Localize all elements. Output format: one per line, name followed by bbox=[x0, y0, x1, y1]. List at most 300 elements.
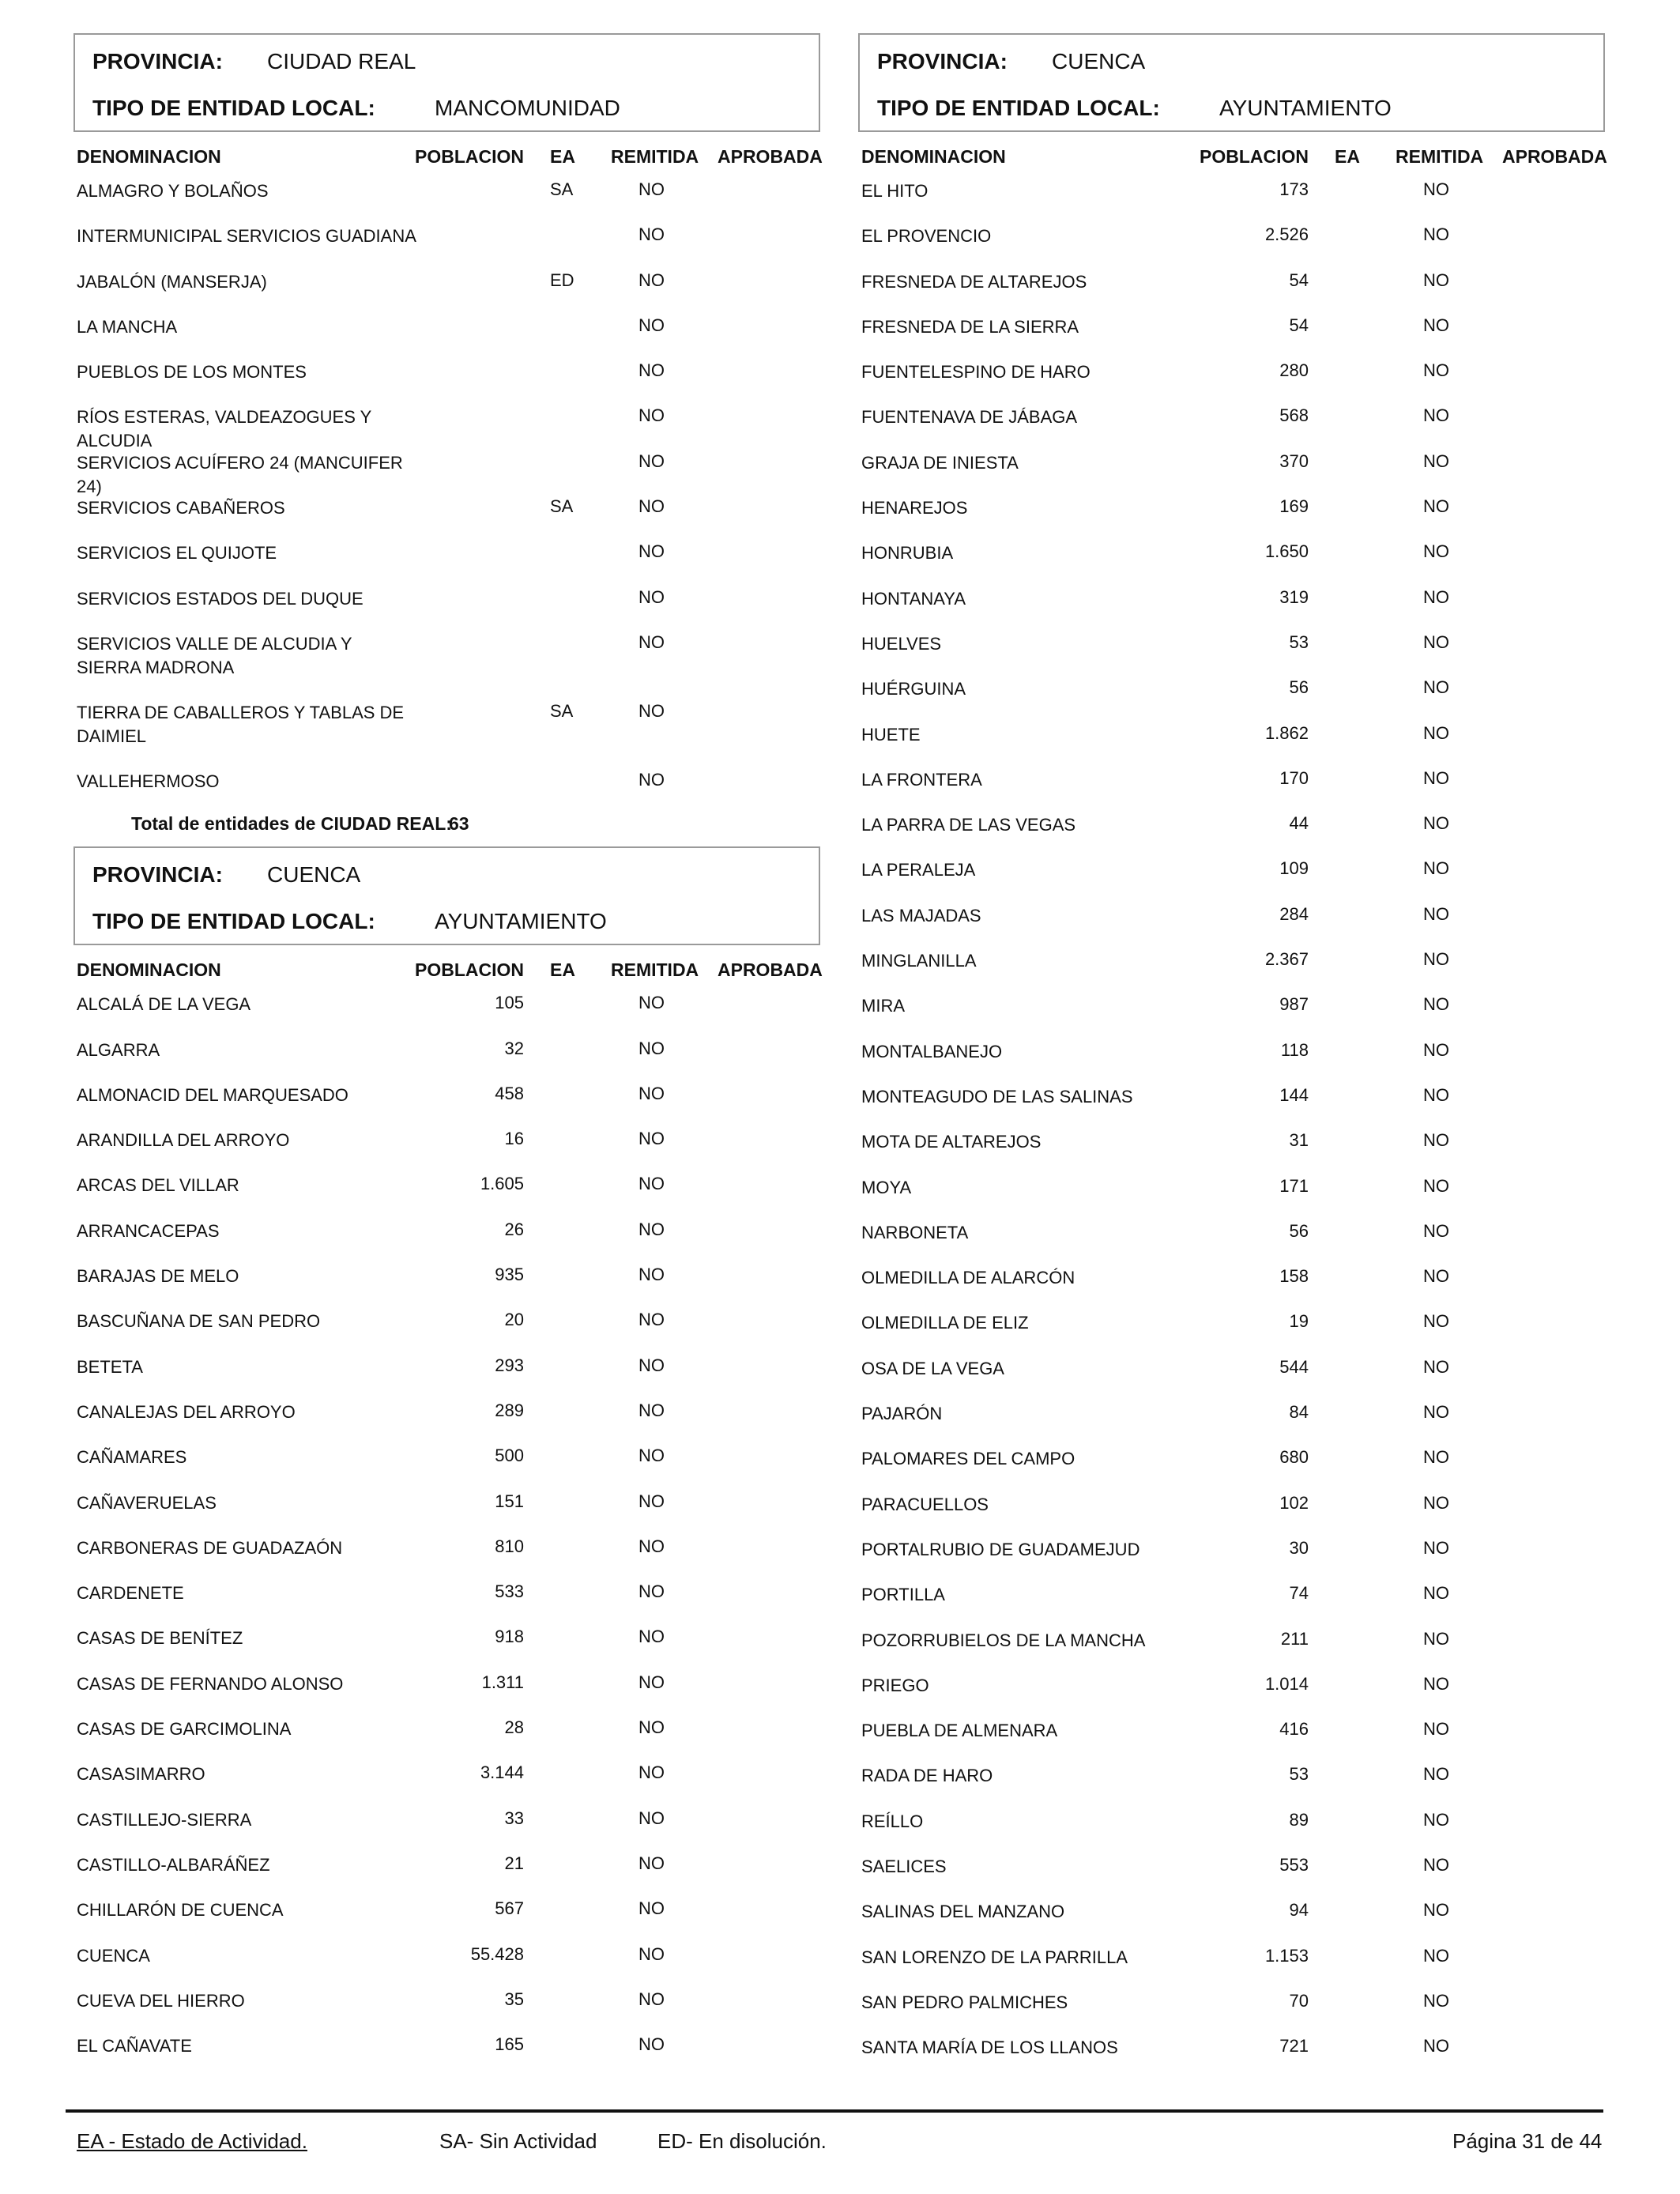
denominacion-cell: CUENCA bbox=[77, 1945, 150, 1966]
remitida-cell: NO bbox=[638, 179, 665, 199]
provincia-value: CUENCA bbox=[267, 862, 361, 888]
remitida-cell: NO bbox=[1423, 631, 1449, 652]
remitida-cell: NO bbox=[638, 1446, 665, 1466]
remitida-cell: NO bbox=[1423, 1311, 1449, 1332]
table-row bbox=[73, 533, 820, 579]
remitida-cell: NO bbox=[638, 450, 665, 471]
table-row bbox=[858, 1168, 1605, 1213]
table-row bbox=[73, 1438, 820, 1483]
poblacion-cell: 280 bbox=[1279, 360, 1309, 381]
remitida-cell: NO bbox=[1423, 541, 1449, 562]
sa-legend: SA- Sin Actividad bbox=[439, 2129, 597, 2153]
poblacion-cell: 1.014 bbox=[1264, 1673, 1309, 1694]
right-column bbox=[858, 33, 1605, 2073]
remitida-cell: NO bbox=[1423, 1854, 1449, 1875]
remitida-cell: NO bbox=[638, 1943, 665, 1964]
denominacion-cell: OLMEDILLA DE ELIZ bbox=[861, 1313, 1029, 1333]
poblacion-cell: 458 bbox=[495, 1083, 524, 1103]
tipo-entidad-value: MANCOMUNIDAD bbox=[435, 96, 620, 120]
poblacion-cell: 74 bbox=[1289, 1583, 1309, 1604]
remitida-cell: NO bbox=[638, 1808, 665, 1828]
remitida-cell: NO bbox=[638, 1672, 665, 1692]
header-aprobada: APROBADA bbox=[718, 146, 823, 167]
remitida-cell: NO bbox=[638, 1083, 665, 1103]
tipo-entidad-label: TIPO DE ENTIDAD LOCAL: bbox=[92, 96, 375, 120]
table-row bbox=[858, 1394, 1605, 1439]
denominacion-cell: SAN LORENZO DE LA PARRILLA bbox=[861, 1947, 1128, 1967]
provincia-value: CUENCA bbox=[1052, 49, 1146, 74]
table-row bbox=[73, 1166, 820, 1211]
poblacion-cell: 84 bbox=[1289, 1402, 1309, 1423]
remitida-cell: NO bbox=[638, 541, 665, 562]
header-ea: EA bbox=[550, 146, 575, 167]
denominacion-cell: CASTILLEJO-SIERRA bbox=[77, 1809, 252, 1830]
poblacion-cell: 1.153 bbox=[1264, 1945, 1309, 1966]
poblacion-cell: 544 bbox=[1279, 1356, 1309, 1377]
remitida-cell: NO bbox=[638, 1038, 665, 1058]
denominacion-cell: OLMEDILLA DE ALARCÓN bbox=[861, 1268, 1075, 1288]
header-denominacion: DENOMINACION bbox=[77, 146, 221, 167]
denominacion-cell: SERVICIOS EL QUIJOTE bbox=[77, 543, 277, 564]
header-poblacion: POBLACION bbox=[415, 146, 524, 167]
tipo-entidad-label: TIPO DE ENTIDAD LOCAL: bbox=[92, 909, 375, 934]
denominacion-cell: HUÉRGUINA bbox=[861, 679, 966, 699]
page-number: Página 31 de 44 bbox=[1452, 2129, 1603, 2153]
poblacion-cell: 33 bbox=[504, 1808, 524, 1828]
poblacion-cell: 810 bbox=[495, 1536, 524, 1556]
table-row bbox=[858, 1711, 1605, 1756]
poblacion-cell: 1.311 bbox=[481, 1672, 524, 1692]
denominacion-cell: MOTA DE ALTAREJOS bbox=[861, 1132, 1042, 1152]
table-row bbox=[858, 262, 1605, 307]
table-row bbox=[858, 2028, 1605, 2073]
poblacion-cell: 211 bbox=[1280, 1628, 1309, 1649]
denominacion-cell: PUEBLOS DE LOS MONTES bbox=[77, 362, 307, 383]
table-row bbox=[73, 1121, 820, 1166]
denominacion-cell: MINGLANILLA bbox=[861, 951, 977, 971]
remitida-cell: NO bbox=[1423, 1900, 1449, 1921]
remitida-cell: NO bbox=[638, 1310, 665, 1330]
remitida-cell: NO bbox=[638, 1581, 665, 1602]
denominacion-cell: BASCUÑANA DE SAN PEDRO bbox=[77, 1311, 321, 1332]
remitida-cell: NO bbox=[1423, 722, 1449, 743]
table-row bbox=[73, 1800, 820, 1845]
table-row bbox=[73, 762, 820, 807]
poblacion-cell: 54 bbox=[1289, 315, 1309, 335]
denominacion-cell: SANTA MARÍA DE LOS LLANOS bbox=[861, 2038, 1118, 2058]
denominacion-cell: FUENTENAVA DE JÁBAGA bbox=[861, 407, 1078, 428]
remitida-cell: NO bbox=[1423, 1492, 1449, 1513]
poblacion-cell: 26 bbox=[504, 1219, 524, 1239]
denominacion-cell: CASASIMARRO bbox=[77, 1764, 205, 1785]
denominacion-cell: NARBONETA bbox=[861, 1222, 969, 1242]
poblacion-cell: 44 bbox=[1289, 813, 1309, 834]
table-row bbox=[858, 1983, 1605, 2028]
remitida-cell: NO bbox=[1423, 270, 1449, 290]
header-ea: EA bbox=[550, 959, 575, 981]
denominacion-cell: ARRANCACEPAS bbox=[77, 1220, 220, 1241]
table-row bbox=[73, 985, 820, 1030]
table-row bbox=[73, 1031, 820, 1076]
tipo-entidad-value: AYUNTAMIENTO bbox=[1219, 96, 1392, 120]
poblacion-cell: 56 bbox=[1289, 1220, 1309, 1241]
poblacion-cell: 918 bbox=[495, 1627, 524, 1647]
remitida-cell: NO bbox=[638, 405, 665, 426]
table-row bbox=[73, 1212, 820, 1257]
table-row bbox=[858, 1077, 1605, 1122]
poblacion-cell: 987 bbox=[1279, 994, 1309, 1015]
table-row bbox=[73, 172, 820, 217]
table-row bbox=[858, 896, 1605, 941]
poblacion-cell: 21 bbox=[504, 1853, 524, 1873]
provincia-label: PROVINCIA: bbox=[92, 49, 223, 74]
denominacion-cell: PORTALRUBIO DE GUADAMEJUD bbox=[861, 1539, 1140, 1559]
denominacion-cell: HENAREJOS bbox=[861, 498, 968, 518]
poblacion-cell: 32 bbox=[504, 1038, 524, 1058]
poblacion-cell: 171 bbox=[1279, 1175, 1309, 1196]
remitida-cell: NO bbox=[1423, 224, 1449, 245]
table-row bbox=[73, 1529, 820, 1574]
table-row bbox=[73, 398, 820, 451]
denominacion-cell: MONTALBANEJO bbox=[861, 1041, 1003, 1061]
table-row bbox=[73, 1755, 820, 1800]
table-row bbox=[73, 1348, 820, 1393]
table-row bbox=[858, 1666, 1605, 1711]
table-row bbox=[858, 352, 1605, 398]
header-aprobada: APROBADA bbox=[1502, 146, 1607, 167]
table-header bbox=[73, 953, 823, 985]
table-row bbox=[73, 1393, 820, 1438]
provincia-label: PROVINCIA: bbox=[92, 862, 223, 888]
poblacion-cell: 3.144 bbox=[480, 1762, 524, 1783]
remitida-cell: NO bbox=[1423, 315, 1449, 335]
denominacion-cell: CANALEJAS DEL ARROYO bbox=[77, 1401, 296, 1422]
denominacion-cell: TIERRA DE CABALLEROS Y TABLAS DE DAIMIEL bbox=[77, 702, 405, 746]
denominacion-cell: POZORRUBIELOS DE LA MANCHA bbox=[861, 1630, 1146, 1650]
ea-cell: ED bbox=[550, 270, 574, 290]
remitida-cell: NO bbox=[638, 1627, 665, 1647]
denominacion-cell: CAÑAMARES bbox=[77, 1447, 187, 1468]
poblacion-cell: 1.605 bbox=[480, 1174, 524, 1194]
table-row bbox=[858, 1621, 1605, 1666]
province-header-box bbox=[858, 33, 1605, 132]
denominacion-cell: SERVICIOS CABAÑEROS bbox=[77, 498, 285, 518]
poblacion-cell: 319 bbox=[1279, 586, 1309, 607]
table-header bbox=[73, 140, 823, 172]
denominacion-cell: OSA DE LA VEGA bbox=[861, 1358, 1004, 1378]
table-row bbox=[858, 669, 1605, 714]
table-row bbox=[73, 488, 820, 533]
remitida-cell: NO bbox=[638, 1265, 665, 1285]
table-row bbox=[858, 533, 1605, 579]
tipo-entidad-label: TIPO DE ENTIDAD LOCAL: bbox=[877, 96, 1160, 120]
denominacion-cell: HONTANAYA bbox=[861, 588, 966, 609]
denominacion-cell: ARANDILLA DEL ARROYO bbox=[77, 1130, 290, 1151]
table-row bbox=[73, 1710, 820, 1755]
entity-table bbox=[73, 985, 820, 2071]
denominacion-cell: MOYA bbox=[861, 1177, 912, 1197]
ea-cell: SA bbox=[550, 700, 574, 721]
table-row bbox=[858, 1439, 1605, 1484]
remitida-cell: NO bbox=[1423, 1719, 1449, 1740]
ea-cell: SA bbox=[550, 179, 574, 199]
denominacion-cell: PALOMARES DEL CAMPO bbox=[861, 1449, 1075, 1469]
remitida-cell: NO bbox=[1423, 2036, 1449, 2056]
total-value: 63 bbox=[449, 813, 469, 835]
denominacion-cell: CAÑAVERUELAS bbox=[77, 1492, 217, 1513]
denominacion-cell: MIRA bbox=[861, 996, 905, 1016]
poblacion-cell: 20 bbox=[504, 1310, 524, 1330]
denominacion-cell: JABALÓN (MANSERJA) bbox=[77, 271, 267, 292]
denominacion-cell: ARCAS DEL VILLAR bbox=[77, 1175, 239, 1196]
poblacion-cell: 169 bbox=[1279, 496, 1309, 517]
poblacion-cell: 89 bbox=[1289, 1809, 1309, 1830]
table-row bbox=[73, 1664, 820, 1710]
denominacion-cell: GRAJA DE INIESTA bbox=[861, 452, 1019, 473]
remitida-cell: NO bbox=[1423, 994, 1449, 1015]
denominacion-cell: HUELVES bbox=[861, 633, 942, 654]
denominacion-cell: MONTEAGUDO DE LAS SALINAS bbox=[861, 1086, 1133, 1106]
poblacion-cell: 19 bbox=[1289, 1311, 1309, 1332]
table-row bbox=[858, 1530, 1605, 1575]
table-row bbox=[858, 488, 1605, 533]
denominacion-cell: PRIEGO bbox=[861, 1675, 929, 1695]
denominacion-cell: RÍOS ESTERAS, VALDEAZOGUES Y ALCUDIA bbox=[77, 407, 371, 451]
table-row bbox=[73, 443, 820, 496]
table-row bbox=[73, 1619, 820, 1664]
poblacion-cell: 158 bbox=[1279, 1266, 1309, 1287]
remitida-cell: NO bbox=[638, 1989, 665, 2009]
remitida-cell: NO bbox=[1423, 1628, 1449, 1649]
entity-table bbox=[858, 172, 1605, 2073]
remitida-cell: NO bbox=[1423, 586, 1449, 607]
table-row bbox=[858, 307, 1605, 352]
remitida-cell: NO bbox=[1423, 858, 1449, 879]
denominacion-cell: CHILLARÓN DE CUENCA bbox=[77, 1900, 284, 1921]
remitida-cell: NO bbox=[1423, 1220, 1449, 1241]
remitida-cell: NO bbox=[1423, 496, 1449, 517]
table-row bbox=[858, 760, 1605, 805]
denominacion-cell: SERVICIOS VALLE DE ALCUDIA Y SIERRA MADRONA bbox=[77, 633, 352, 677]
table-row bbox=[858, 398, 1605, 443]
poblacion-cell: 680 bbox=[1279, 1447, 1309, 1468]
table-row bbox=[73, 307, 820, 352]
denominacion-cell: SERVICIOS ACUÍFERO 24 (MANCUIFER 24) bbox=[77, 452, 403, 496]
table-row bbox=[73, 1257, 820, 1302]
remitida-cell: NO bbox=[1423, 1175, 1449, 1196]
poblacion-cell: 53 bbox=[1289, 631, 1309, 652]
table-row bbox=[858, 624, 1605, 669]
table-row bbox=[73, 2026, 820, 2071]
poblacion-cell: 721 bbox=[1279, 2036, 1309, 2056]
poblacion-cell: 118 bbox=[1280, 1039, 1309, 1060]
denominacion-cell: LAS MAJADAS bbox=[861, 905, 981, 925]
table-row bbox=[858, 1575, 1605, 1620]
table-row bbox=[858, 1938, 1605, 1983]
poblacion-cell: 416 bbox=[1279, 1719, 1309, 1740]
poblacion-cell: 173 bbox=[1279, 179, 1309, 199]
province-header-box bbox=[73, 846, 820, 945]
poblacion-cell: 370 bbox=[1279, 450, 1309, 471]
table-row bbox=[858, 941, 1605, 986]
poblacion-cell: 165 bbox=[495, 2034, 524, 2055]
denominacion-cell: FRESNEDA DE LA SIERRA bbox=[861, 316, 1079, 337]
poblacion-cell: 1.650 bbox=[1264, 541, 1309, 562]
entity-table bbox=[73, 172, 820, 807]
remitida-cell: NO bbox=[638, 315, 665, 335]
provincia-label: PROVINCIA: bbox=[877, 49, 1008, 74]
table-row bbox=[858, 579, 1605, 624]
remitida-cell: NO bbox=[1423, 1537, 1449, 1558]
denominacion-cell: RADA DE HARO bbox=[861, 1766, 993, 1786]
poblacion-cell: 31 bbox=[1289, 1130, 1309, 1151]
denominacion-cell: ALGARRA bbox=[77, 1039, 160, 1060]
table-row bbox=[73, 624, 820, 693]
denominacion-cell: CASAS DE BENÍTEZ bbox=[77, 1628, 243, 1649]
poblacion-cell: 55.428 bbox=[470, 1943, 524, 1964]
remitida-cell: NO bbox=[638, 993, 665, 1013]
ea-legend: EA - Estado de Actividad. bbox=[77, 2129, 307, 2153]
remitida-cell: NO bbox=[638, 496, 665, 517]
poblacion-cell: 35 bbox=[504, 1989, 524, 2009]
denominacion-cell: FRESNEDA DE ALTAREJOS bbox=[861, 271, 1087, 292]
remitida-cell: NO bbox=[1423, 1764, 1449, 1785]
remitida-cell: NO bbox=[1423, 450, 1449, 471]
remitida-cell: NO bbox=[638, 1717, 665, 1738]
remitida-cell: NO bbox=[1423, 903, 1449, 924]
denominacion-cell: SALINAS DEL MANZANO bbox=[861, 1902, 1065, 1922]
poblacion-cell: 553 bbox=[1279, 1854, 1309, 1875]
poblacion-cell: 151 bbox=[495, 1491, 524, 1511]
table-row bbox=[858, 850, 1605, 895]
poblacion-cell: 284 bbox=[1279, 903, 1309, 924]
poblacion-cell: 935 bbox=[495, 1265, 524, 1285]
remitida-cell: NO bbox=[638, 270, 665, 290]
denominacion-cell: EL HITO bbox=[861, 181, 929, 201]
table-header bbox=[858, 140, 1605, 172]
remitida-cell: NO bbox=[638, 1174, 665, 1194]
remitida-cell: NO bbox=[1423, 179, 1449, 199]
denominacion-cell: HONRUBIA bbox=[861, 543, 954, 564]
table-row bbox=[858, 443, 1605, 488]
poblacion-cell: 289 bbox=[495, 1400, 524, 1420]
poblacion-cell: 568 bbox=[1279, 405, 1309, 426]
denominacion-cell: CASTILLO-ALBARÁÑEZ bbox=[77, 1854, 270, 1875]
denominacion-cell: LA PARRA DE LAS VEGAS bbox=[861, 815, 1076, 835]
header-poblacion: POBLACION bbox=[415, 959, 524, 981]
table-row bbox=[858, 217, 1605, 262]
poblacion-cell: 70 bbox=[1289, 1990, 1309, 2011]
remitida-cell: NO bbox=[638, 631, 665, 652]
table-row bbox=[858, 1485, 1605, 1530]
remitida-cell: NO bbox=[1423, 1130, 1449, 1151]
remitida-cell: NO bbox=[1423, 1039, 1449, 1060]
table-row bbox=[858, 1258, 1605, 1303]
table-row bbox=[73, 217, 820, 262]
table-row bbox=[73, 1936, 820, 1981]
poblacion-cell: 144 bbox=[1279, 1084, 1309, 1105]
province-header-box bbox=[73, 33, 820, 132]
denominacion-cell: SAELICES bbox=[861, 1856, 947, 1876]
remitida-cell: NO bbox=[1423, 677, 1449, 698]
denominacion-cell: LA PERALEJA bbox=[861, 860, 976, 880]
denominacion-cell: CARBONERAS DE GUADAZAÓN bbox=[77, 1537, 343, 1558]
denominacion-cell: EL CAÑAVATE bbox=[77, 2036, 192, 2056]
remitida-cell: NO bbox=[638, 1400, 665, 1420]
denominacion-cell: CARDENETE bbox=[77, 1583, 184, 1604]
denominacion-cell: CUEVA DEL HIERRO bbox=[77, 1990, 245, 2011]
remitida-cell: NO bbox=[1423, 1809, 1449, 1830]
remitida-cell: NO bbox=[638, 700, 665, 721]
remitida-cell: NO bbox=[638, 769, 665, 790]
header-aprobada: APROBADA bbox=[718, 959, 823, 981]
poblacion-cell: 53 bbox=[1289, 1764, 1309, 1785]
total-label: Total de entidades de CIUDAD REAL: bbox=[131, 813, 452, 835]
poblacion-cell: 16 bbox=[504, 1129, 524, 1149]
remitida-cell: NO bbox=[1423, 1084, 1449, 1105]
poblacion-cell: 28 bbox=[504, 1717, 524, 1738]
poblacion-cell: 500 bbox=[495, 1446, 524, 1466]
poblacion-cell: 293 bbox=[495, 1355, 524, 1375]
left-column bbox=[73, 33, 823, 2071]
table-row bbox=[73, 352, 820, 398]
tipo-entidad-value: AYUNTAMIENTO bbox=[435, 909, 607, 934]
remitida-cell: NO bbox=[638, 1219, 665, 1239]
remitida-cell: NO bbox=[1423, 1402, 1449, 1423]
table-row bbox=[73, 262, 820, 307]
denominacion-cell: REÍLLO bbox=[861, 1811, 924, 1831]
header-poblacion: POBLACION bbox=[1200, 146, 1309, 167]
denominacion-cell: LA FRONTERA bbox=[861, 769, 982, 790]
provincia-value: CIUDAD REAL bbox=[267, 49, 416, 74]
header-remitida: REMITIDA bbox=[1396, 146, 1484, 167]
denominacion-cell: ALCALÁ DE LA VEGA bbox=[77, 994, 251, 1015]
remitida-cell: NO bbox=[1423, 1447, 1449, 1468]
poblacion-cell: 533 bbox=[495, 1581, 524, 1602]
denominacion-cell: PAJARÓN bbox=[861, 1404, 943, 1424]
denominacion-cell: BETETA bbox=[77, 1356, 143, 1377]
remitida-cell: NO bbox=[1423, 813, 1449, 834]
remitida-cell: NO bbox=[1423, 1990, 1449, 2011]
denominacion-cell: FUENTELESPINO DE HARO bbox=[861, 362, 1090, 383]
remitida-cell: NO bbox=[1423, 1673, 1449, 1694]
denominacion-cell: EL PROVENCIO bbox=[861, 226, 992, 247]
table-row bbox=[858, 1303, 1605, 1348]
remitida-cell: NO bbox=[1423, 405, 1449, 426]
remitida-cell: NO bbox=[638, 2034, 665, 2055]
table-row bbox=[858, 1892, 1605, 1937]
denominacion-cell: SAN PEDRO PALMICHES bbox=[861, 1992, 1068, 2012]
header-denominacion: DENOMINACION bbox=[77, 959, 221, 981]
denominacion-cell: LA MANCHA bbox=[77, 316, 178, 337]
table-row bbox=[858, 1122, 1605, 1167]
header-remitida: REMITIDA bbox=[611, 959, 699, 981]
header-ea: EA bbox=[1335, 146, 1360, 167]
remitida-cell: NO bbox=[1423, 1356, 1449, 1377]
remitida-cell: NO bbox=[638, 1853, 665, 1873]
table-row bbox=[73, 579, 820, 624]
remitida-cell: NO bbox=[1423, 1583, 1449, 1604]
table-row bbox=[858, 172, 1605, 217]
poblacion-cell: 1.862 bbox=[1264, 722, 1309, 743]
poblacion-cell: 2.526 bbox=[1264, 224, 1309, 245]
denominacion-cell: BARAJAS DE MELO bbox=[77, 1266, 239, 1287]
remitida-cell: NO bbox=[1423, 360, 1449, 381]
table-row bbox=[858, 1756, 1605, 1801]
table-row bbox=[73, 1845, 820, 1891]
remitida-cell: NO bbox=[638, 1355, 665, 1375]
poblacion-cell: 94 bbox=[1289, 1900, 1309, 1921]
